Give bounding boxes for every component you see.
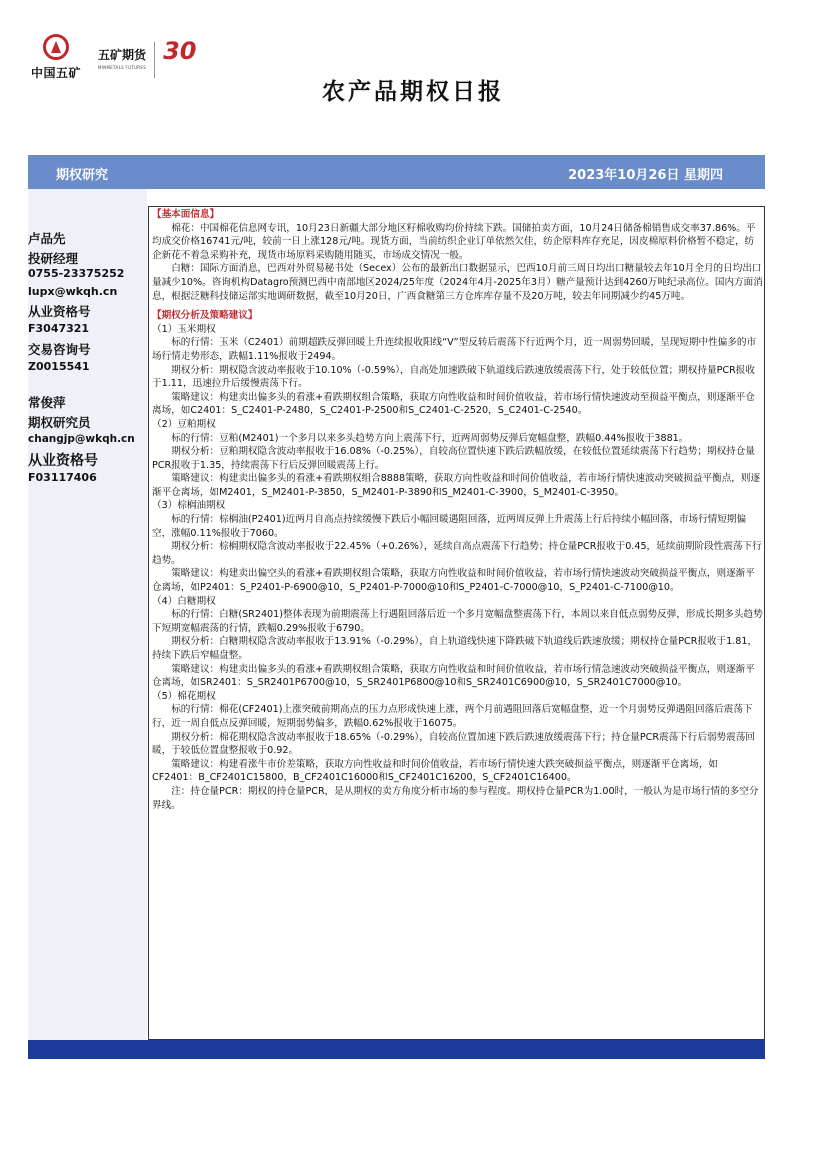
futures-logo	[98, 46, 146, 70]
section-band	[28, 155, 765, 189]
band-date: 2023年10月26日 星期四	[568, 168, 723, 183]
anniversary-logo	[163, 38, 196, 64]
product-title: （3）棕榈油期权	[152, 500, 226, 512]
analyst-cert-label: 从业资格号	[28, 453, 98, 469]
product-title: （1）玉米期权	[152, 323, 216, 335]
analyst-role: 期权研究员	[28, 415, 91, 430]
analyst-cert: F3047321	[28, 322, 90, 335]
product-para: 期权分析：期权隐含波动率报收于10.10%（-0.59%），自高处加速跌破下轨道线后跌速放缓震荡下行，处于较低位置；期权持量PCR报收于1.11，迅速拉升后缓慢震荡下行。	[152, 364, 755, 390]
product-title: （4）白糖期权	[152, 595, 216, 607]
fundamentals-cotton: 棉花：中国棉花信息网专讯，10月23日新疆大部分地区籽棉收购均价持续下跌。国储拍卖方面，10月24日储备棉销售成交率37.86%。平均成交价格16741元/吨，较前一日上涨128元/吨。现货方面，当前纺织企业订单依然欠佳，纺企原料库存充足，因皮棉原料价格暂不稳定，纺企新花不着急采购补充，现货市场原料采购随用随买，市场成交情况一般。	[152, 222, 756, 261]
futures-logo-en: MINMETALS FUTURES	[98, 65, 147, 70]
product-para: 标的行情：玉米（C2401）前期超跌反弹回暖上升连续报收阳线“V”型反转后震荡下行近两个月，近一周弱势回暖，呈现短期中性偏多的市场行情走势形态，跌幅1.11%报收于2494。	[152, 337, 757, 362]
product-para: 期权分析：白糖期权隐含波动率报收于13.91%（-0.29%），自上轨道线快速下降跌破下轨道线后跌速放缓；期权持仓量PCR报收于1.81，持续下跌后窄幅盘整。	[152, 636, 758, 661]
product-para: 策略建议：构建卖出偏多头的看涨+看跌期权组合策略，获取方向性收益和时间价值收益，若市场行情急速波动突破损益平衡点，则逐渐平仓离场，如SR2401：S_SR2401P6700@10，S_SR2401P6800@10和S_SR2401C6900@10，S_SR2401C7000@10。	[152, 663, 755, 689]
product-para: 策略建议：构建卖出偏多头的看涨+看跌期权组合策略，获取方向性收益和时间价值收益，若市场行情快速波动至损益平衡点，则逐渐平仓离场，如C2401：S_C2401-P-2480，S_C2401-P-2500和S_C2401-C-2520，S_C2401-C-2540。	[152, 391, 755, 417]
analyst-sidebar	[28, 189, 147, 1040]
product-para: 标的行情：棉花(CF2401)上涨突破前期高点的压力点形成快速上涨，两个月前遇阻回落后宽幅盘整，近一个月弱势反弹遇阻回落后震荡下行，近一周自低点反弹回暖，短期弱势偏多，跌幅0.62%报收于16075。	[152, 704, 753, 729]
product-para: 标的行情：豆粕(M2401)一个多月以来多头趋势方向上震荡下行，近两周弱势反弹后宽幅盘整，跌幅0.44%报收于3881。	[171, 432, 689, 444]
analyst-name: 常俊萍	[28, 395, 66, 410]
fundamentals-heading: 【基本面信息】	[152, 209, 220, 220]
fundamentals-sugar: 白糖：国际方面消息，巴西对外贸易秘书处（Secex）公布的最新出口数据显示，巴西10月前三周日均出口糖量较去年10月全月的日均出口量减少10%。咨询机构Datagro预测巴西中南部地区2024/25年度（2024年4月-2025年3月）糖产量预计达到4260万吨纪录高位。国内方面消息，根据泛糖科技储运部实地调研数据，截至10月20日，广西食糖第三方仓库库存量不及20万吨，较去年同期减少约45万吨。	[152, 263, 763, 302]
strategy-heading: 【期权分析及策略建议】	[152, 310, 258, 322]
analyst-consult-label: 交易咨询号	[28, 342, 91, 357]
report-content	[152, 208, 763, 812]
analyst-role: 投研经理	[28, 251, 79, 266]
product-para: 策略建议：构建卖出偏多头的看涨+看跌期权组合8888策略，获取方向性收益和时间价值收益，若市场行情快速波动突破损益平衡点，则逐渐平仓离场，如M2401，S_M2401-P-3850，S_M2401-P-3890和S_M2401-C-3900，S_M2401-C-3950。	[152, 473, 761, 498]
analyst-cert: F03117406	[28, 471, 97, 484]
product-para: 期权分析：豆粕期权隐含波动率报收于16.08%（-0.25%），自较高位置快速下跌后跌幅放缓，在较低位置延续震荡下行趋势；期权持仓量PCR报收于1.35，持续震荡下行后反弹回暖震荡上行。	[152, 446, 755, 471]
product-para: 期权分析：棕榈期权隐含波动率报收于22.45%（+0.26%），延续自高点震荡下行趋势；持仓量PCR报收于0.45，延续前期阶段性震荡下行趋势。	[152, 541, 762, 566]
product-para: 标的行情：白糖(SR2401)整体表现为前期震荡上行遇阻回落后近一个多月宽幅盘整震荡下行，本周以来自低点弱势反弹，形成长期多头趋势下短期宽幅震荡的行情，跌幅0.29%报收于6790。	[152, 609, 763, 634]
product-title: （2）豆粕期权	[152, 418, 216, 430]
analyst-phone: 0755-23375252	[28, 267, 125, 280]
analyst-consult: Z0015541	[28, 360, 90, 373]
futures-logo-cn: 五矿期货	[98, 48, 147, 62]
product-title: （5）棉花期权	[152, 690, 216, 702]
analyst-cert-label: 从业资格号	[28, 304, 91, 319]
band-category: 期权研究	[56, 168, 109, 183]
analyst-email: changjp@wkqh.cn	[28, 433, 135, 445]
product-para: 策略建议：构建看涨牛市价差策略，获取方向性收益和时间价值收益，若市场行情快速大跌突破损益平衡点，则逐渐平仓离场，如CF2401：B_CF2401C15800，B_CF2401C16000和S_CF2401C16200，S_CF2401C16400。	[152, 758, 719, 784]
minmetals-logo-text: 中国五矿	[30, 66, 81, 80]
analyst-name: 卢品先	[28, 231, 66, 246]
product-para: 期权分析：棉花期权隐含波动率报收于18.65%（-0.29%），自较高位置加速下跌后跌速放缓震荡下行；持仓量PCR震荡下行后弱势震荡回暖，于较低位置盘整报收于0.92。	[152, 731, 755, 757]
page-title: 农产品期权日报	[322, 78, 504, 105]
analyst-email: lupx@wkqh.cn	[28, 285, 118, 298]
pcr-note: 注：持仓量PCR：期权的持仓量PCR，是从期权的卖方角度分析市场的参与程度。期权持仓量PCR为1.00时，一般认为是市场行情的多空分界线。	[152, 785, 759, 811]
product-para: 标的行情：棕榈油(P2401)近两月自高点持续缓慢下跌后小幅回暖遇阻回落，近两周反弹上升震荡上行后持续小幅回落，市场行情短期偏空，涨幅0.11%报收于7060。	[152, 514, 747, 539]
minmetals-emblem-icon	[43, 34, 69, 60]
anniversary-number: 30	[163, 37, 197, 65]
product-para: 策略建议：构建卖出偏空头的看涨+看跌期权组合策略，获取方向性收益和时间价值收益，若市场行情快速波动突破损益平衡点，则逐渐平仓离场，如P2401：S_P2401-P-6900@10，S_P2401-P-7000@10和S_P2401-C-7000@10，S_P2401-C-7100@10。	[152, 568, 755, 594]
footer-bar	[28, 1040, 765, 1059]
